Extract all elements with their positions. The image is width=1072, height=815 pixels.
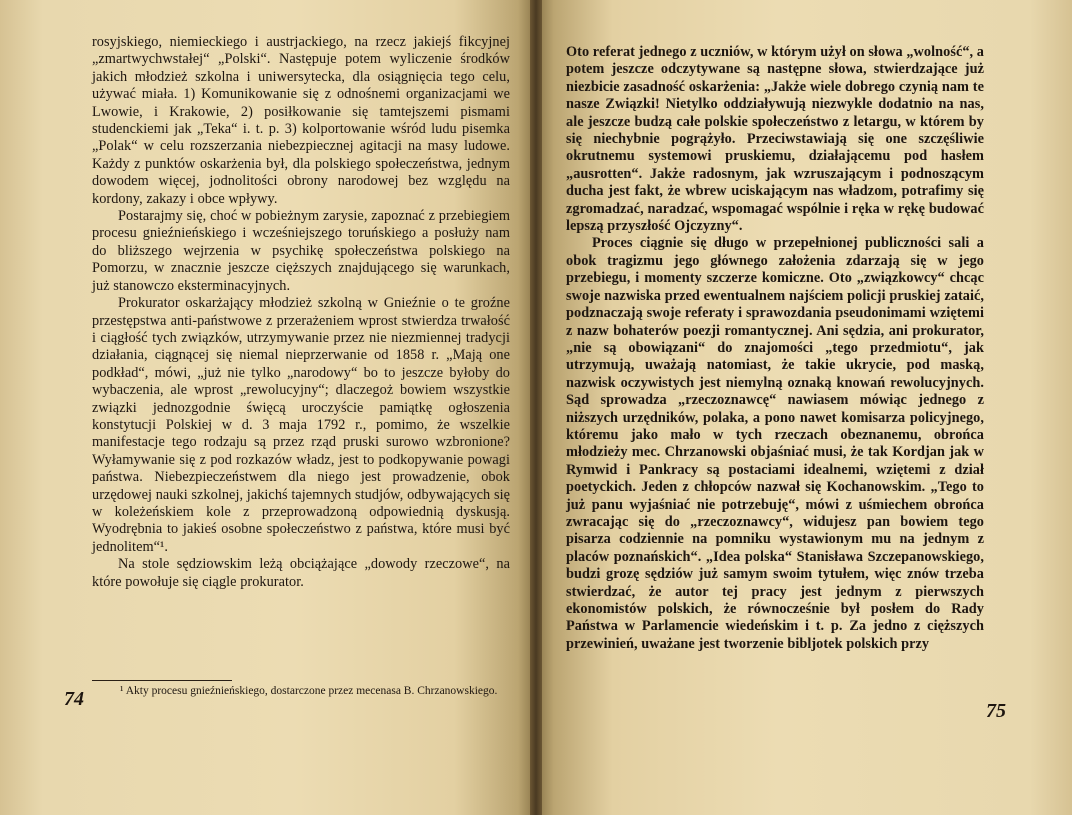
page-number-left: 74 <box>64 688 84 710</box>
left-page-body <box>92 34 510 591</box>
footnote: ¹ Akty procesu gnieźnieńskiego, dostarczone przez mecenasa B. Chrzanowskiego. <box>120 685 498 697</box>
left-paragraph-3: Prokurator oskarżający młodzież szkolną w Gnieźnie o te groźne przestępstwa anti-państwowe z przerażeniem wprost stwierdza trwałość i ciągłość tych związków, utrzymywanie przez nie niezmiennej tradycji działania, ciągnącej się niemal nieprzerwanie od 1858 r. „Mają one podkład“, mówi, „już nie tylko „narodowy“ bo to jeszcze byłoby do wybaczenia, ale wprost „rewolucyjny“; dlaczegoż bowiem wszystkie związki jednozgodnie święcą uroczyście pamiątkę ogłoszenia konstytucji Polskiej w d. 3 maja 1792 r., pomimo, że wszelkie manifestacje tego rodzaju są przez rząd pruski surowo wzbronione? Wyłamywanie się z pod rozkazów władz, jest to podkopywanie powagi państwa. Niebezpieczeństwem dla niego jest prowadzenie, obok urzędowej nauki szkolnej, jakichś tajemnych studjów, odbywających się w koleżeńskiem kole z przeprowadzoną odpowiednią dyskusją. Wyodrębnia to jakieś osobne społeczeństwo z państwa, które musi być jednolitem“¹. <box>92 295 510 555</box>
left-paragraph-2: Postarajmy się, choć w pobieżnym zarysie, zapoznać z przebiegiem procesu gnieźnieńskiego i wcześniejszego toruńskiego a posłuży nam do bliższego wejrzenia w psychikę społeczeństwa polskiego na Pomorzu, w znacznie jeszcze cięższych znajdującego się warunkach, już stanowczo eksterminacyjnych. <box>92 208 510 294</box>
page-number-right: 75 <box>986 700 1006 722</box>
left-paragraph-1: rosyjskiego, niemieckiego i austrjackiego, na rzecz jakiejś fikcyjnej „zmartwychwstałej“ „Polski“. Następuje potem wyliczenie środków jakich młodzież szkolna i uniwersytecka, dla osiągnięcia tego celu, używać miała. 1) Komunikowanie się z odnośnemi organizacjami we Lwowie, i Krakowie, 2) posiłkowanie się tamtejszemi pismami studenckiemi jak „Teka“ i. t. p. 3) kolportowanie wśród ludu pisemka „Polak“ w celu rozszerzania niebezpiecznej agitacji na masy ludowe. Każdy z punktów oskarżenia był, dla polskiego społeczeństwa, jednym dowodem więcej, jodnolitości obrony narodowej bez względu na kordony, zakazy i obce wpływy. <box>92 34 510 207</box>
right-page-body <box>566 44 984 653</box>
right-paragraph-2: Proces ciągnie się długo w przepełnionej publiczności sali a obok tragizmu jego głównego założenia zdarzają się w jego przebiegu, i momenty szczerze komiczne. Oto „związkowcy“ chcąc swoje nazwiska przed ewentualnem najściem policji pruskiej zataić, podznaczają swoje referaty i sprawozdania pseudonimami wziętemi z nazw bohaterów poezji romantycznej. Ani sędzia, ani prokurator, „nie są obowiązani“ do znajomości „tego przedmiotu“, jak utrzymują, uważają natomiast, że takie ukrycie, pod maską, nazwisk oczywistych jest niemylną oznaką knowań rewolucyjnych. Sąd sprowadza „rzeczoznawcę“ nawiasem mówiąc jednego z niższych urzędników, polaka, a pono nawet komisarza policyjnego, któremu jako mało w tych rzeczach obeznanemu, obrońca młodzieży mec. Chrzanowski objaśniać musi, że tak Kordjan jak w Rymwid i Pankracy są postaciami idealnemi, wziętemi z dział poetyckich. Jeden z chłopców nazwał się Kochanowskim. „Tego to już panu wyjaśniać nie potrzebuję“, mówi z uśmiechem obrońca zwracając się do „rzeczoznawcy“, widujesz pan bowiem tego pisarza codziennie na pomniku wystawionym mu na jednym z placów poznańskich“. „Idea polska“ Stanisława Szczepanowskiego, budzi grozę sędziów już samym swoim tytułem, więc znów trzeba stwierdzać, że autor tej pracy jest jednym z pierwszych ekonomistów polskich, że równocześnie był posłem do Rady Państwa w Parlamencie wiedeńskim i t. p. Za jedno z cięższych przewinień, uważane jest tworzenie bibljotek polskich przy <box>566 235 984 652</box>
book-gutter <box>530 0 542 815</box>
right-paragraph-1: Oto referat jednego z uczniów, w którym użył on słowa „wolność“, a potem jeszcze odczytywane są następne słowa, stwierdzające już niezbicie zasadność oskarżenia: „Jakże wiele dobrego czynią nam te nasze Związki! Nietylko oddziaływują niezwykle dodatnio na nas, ale jeszcze budzą całe polskie społeczeństwo z letargu, w którem by się niechybnie pogrążyło. Przeciwstawiają się one szczęśliwie okrutnemu systemowi pruskiemu, działającemu pod hasłem „ausrotten“. Jakże radosnym, jak wzruszającym i podnoszącym ducha jest fakt, że wbrew uciskającym nas władzom, potrafimy się zgromadzać, naradzać, wspomagać wspólnie i ręka w rękę budować lepszą przyszłość Ojczyzny“. <box>566 44 984 235</box>
footnote-divider <box>92 680 232 681</box>
left-paragraph-4: Na stole sędziowskim leżą obciążające „dowody rzeczowe“, na które powołuje się ciągle prokurator. <box>92 556 510 590</box>
